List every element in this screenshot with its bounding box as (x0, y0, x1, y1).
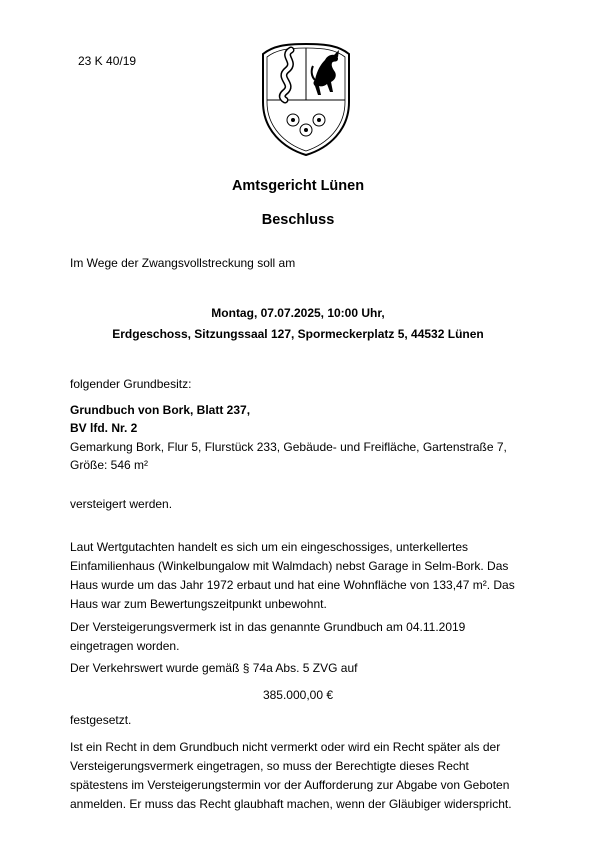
inventory-number: BV lfd. Nr. 2 (70, 421, 138, 435)
fixed-statement: festgesetzt. (70, 713, 132, 727)
land-register: Grundbuch von Bork, Blatt 237, (70, 403, 251, 417)
market-value: 385.000,00 € (262, 688, 334, 702)
text-line: Haus war zum Bewertungszeitpunkt unbewohnt. (70, 597, 327, 611)
text-line: Laut Wertgutachten handelt es sich um ein eingeschossiges, unterkellertes (70, 540, 469, 554)
auction-statement: versteigert werden. (70, 497, 173, 511)
case-number: 23 K 40/19 (78, 54, 137, 68)
text-line: anmelden. Er muss das Recht glaubhaft machen, wenn der Gläubiger widerspricht. (70, 797, 512, 811)
registration-note (70, 618, 530, 656)
court-name: Amtsgericht Lünen (231, 178, 365, 194)
text-line: spätestens im Versteigerungstermin vor der Aufforderung zur Abgabe von Geboten (70, 778, 510, 792)
hearing-location: Erdgeschoss, Sitzungssaal 127, Spormeckerplatz 5, 44532 Lünen (112, 327, 484, 341)
intro-text: Im Wege der Zwangsvollstreckung soll am (70, 256, 296, 270)
text-line: eingetragen worden. (70, 639, 180, 653)
text-line: Einfamilienhaus (Winkelbungalow mit Walmdach) nebst Garage in Selm-Bork. Das (70, 559, 509, 573)
parcel-size: Größe: 546 m² (70, 458, 149, 472)
text-line: Ist ein Recht in dem Grundbuch nicht vermerkt oder wird ein Recht später als der (70, 740, 501, 754)
text-line: Der Versteigerungsvermerk ist in das genannte Grundbuch am 04.11.2019 (70, 620, 466, 634)
market-value-intro: Der Verkehrswert wurde gemäß § 74a Abs. 5 ZVG auf (70, 661, 358, 675)
document-title: Beschluss (261, 212, 335, 228)
valuation-paragraph (70, 538, 530, 614)
rights-paragraph (70, 738, 530, 814)
text-line: Versteigerungsvermerk eingetragen, so muss der Berechtigte dieses Recht (70, 759, 469, 773)
property-label: folgender Grundbesitz: (70, 377, 192, 391)
parcel-description: Gemarkung Bork, Flur 5, Flurstück 233, Gebäude- und Freifläche, Gartenstraße 7, (70, 440, 507, 454)
hearing-date: Montag, 07.07.2025, 10:00 Uhr, (211, 306, 385, 320)
text-line: Haus wurde um das Jahr 1972 erbaut und hat eine Wohnfläche von 133,47 m². Das (70, 578, 515, 592)
nrw-coat-of-arms-icon (255, 40, 357, 158)
